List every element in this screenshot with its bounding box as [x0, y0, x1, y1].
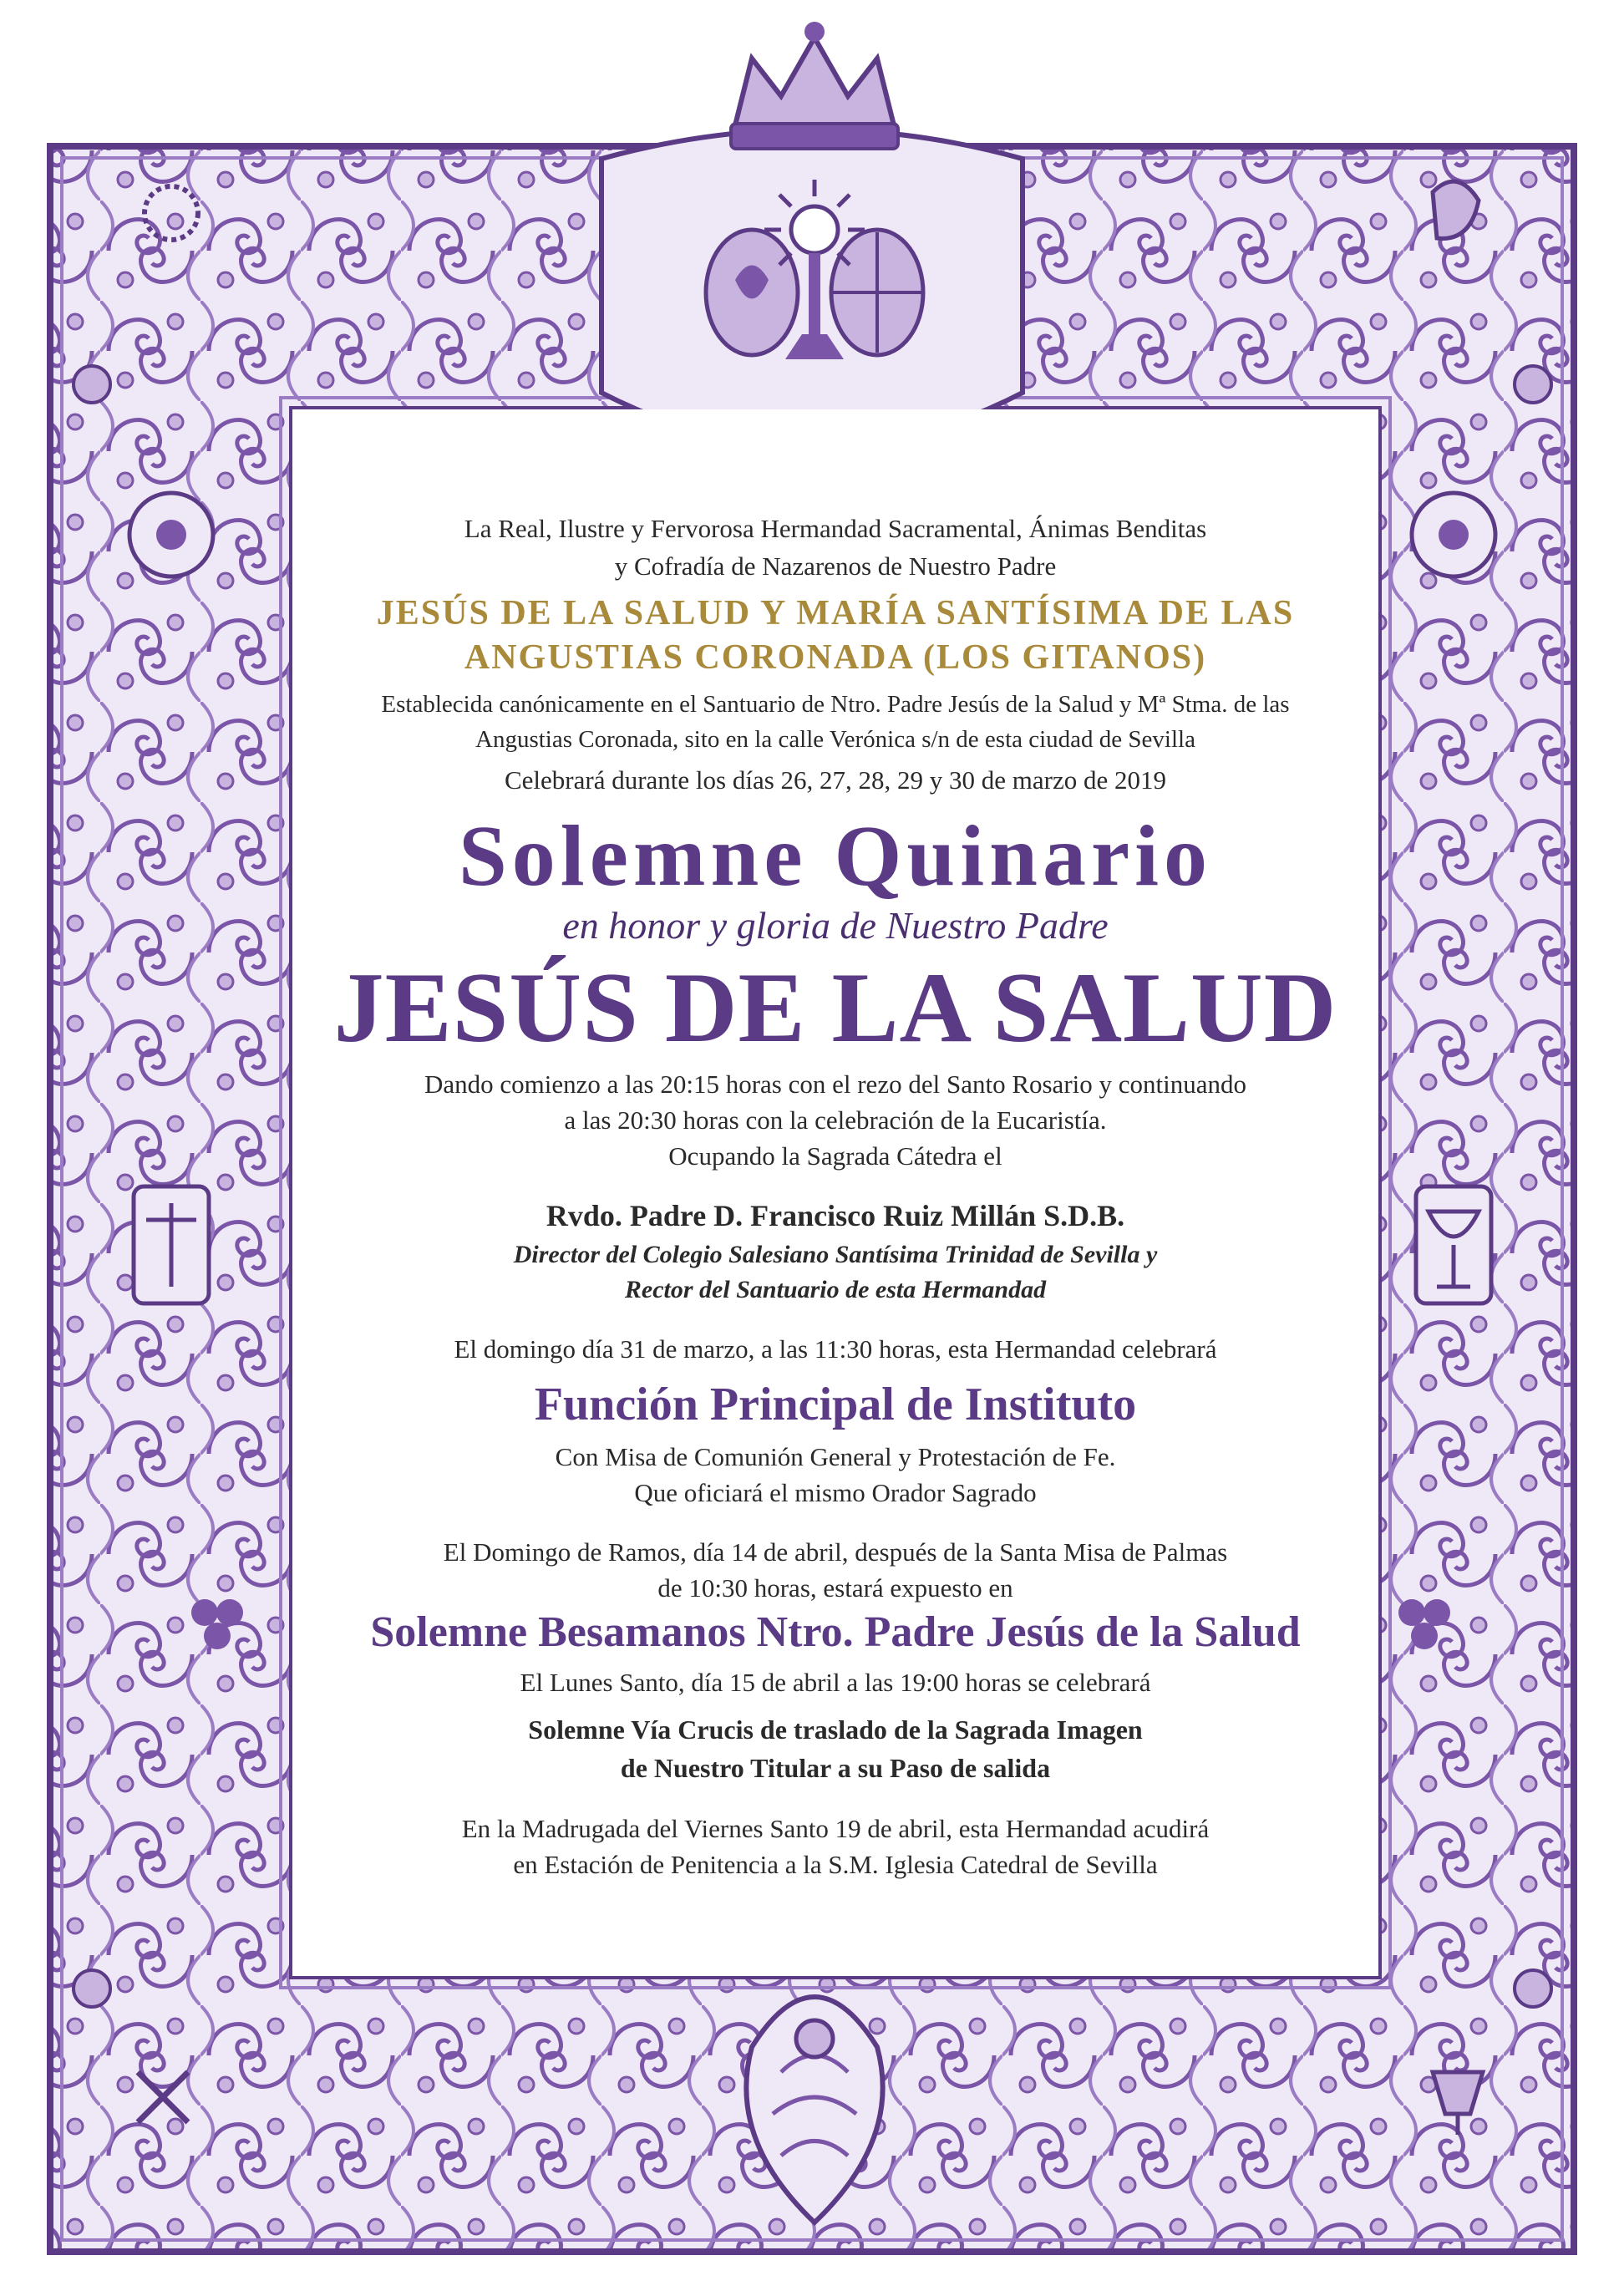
poster-content: [292, 510, 1378, 1882]
brotherhood-line-1: La Real, Ilustre y Fervorosa Hermandad Sacramental, Ánimas Benditas: [464, 514, 1207, 543]
besamanos-line-1: El Domingo de Ramos, día 14 de abril, después de la Santa Misa de Palmas: [443, 1537, 1228, 1567]
honor-line: en honor y gloria de Nuestro Padre: [562, 904, 1109, 947]
chalice-icon: [1416, 1186, 1491, 1303]
preacher-name: Rvdo. Padre D. Francisco Ruiz Millán S.D.B.: [546, 1199, 1125, 1232]
seat-line-2: Angustias Coronada, sito en la calle Verónica s/n de esta ciudad de Sevilla: [475, 726, 1195, 753]
brotherhood-line-2: y Cofradía de Nazarenos de Nuestro Padre: [614, 551, 1057, 581]
funcion-intro: El domingo día 31 de marzo, a las 11:30 horas, esta Hermandad celebrará: [454, 1334, 1217, 1364]
funcion-line-2: Que oficiará el mismo Orador Sagrado: [634, 1478, 1037, 1507]
besamanos-line-2: de 10:30 horas, estará expuesto en: [657, 1573, 1013, 1603]
madrugada-line-2: en Estación de Penitencia a la S.M. Iglesia Catedral de Sevilla: [513, 1850, 1158, 1879]
via-crucis-title-1: Solemne Vía Crucis de traslado de la Sagrada Imagen: [528, 1714, 1143, 1745]
preacher-role-2: Rector del Santuario de esta Hermandad: [624, 1276, 1047, 1303]
crown-icon: [731, 22, 898, 149]
funcion-title: Función Principal de Instituto: [534, 1379, 1137, 1430]
seat-line-1: Establecida canónicamente en el Santuario de Ntro. Padre Jesús de la Salud y Mª Stma. de las: [381, 691, 1290, 718]
preacher-role-1: Director del Colegio Salesiano Santísima Trinidad de Sevilla y: [513, 1241, 1158, 1268]
funcion-line-1: Con Misa de Comunión General y Protestación de Fe.: [555, 1442, 1116, 1471]
schedule-line-2: a las 20:30 horas con la celebración de la Eucaristía.: [564, 1105, 1107, 1135]
quinario-title: Solemne Quinario: [458, 808, 1213, 904]
besamanos-title: Solemne Besamanos Ntro. Padre Jesús de la Salud: [370, 1608, 1301, 1656]
scales-icon: [134, 1186, 209, 1303]
via-crucis-title-2: de Nuestro Titular a su Paso de salida: [620, 1753, 1051, 1783]
titular-line-2: ANGUSTIAS CORONADA (LOS GITANOS): [464, 638, 1207, 677]
schedule-line-3: Ocupando la Sagrada Cátedra el: [668, 1141, 1002, 1171]
via-crucis-intro: El Lunes Santo, día 15 de abril a las 19:00 horas se celebrará: [520, 1668, 1151, 1697]
titular-line-1: JESÚS DE LA SALUD Y MARÍA SANTÍSIMA DE LAS: [376, 594, 1295, 632]
dates-line: Celebrará durante los días 26, 27, 28, 29 y 30 de marzo de 2019: [504, 765, 1166, 795]
madrugada-line-1: En la Madrugada del Viernes Santo 19 de abril, esta Hermandad acudirá: [461, 1814, 1210, 1843]
schedule-line-1: Dando comienzo a las 20:15 horas con el rezo del Santo Rosario y continuando: [424, 1069, 1246, 1099]
main-name: JESÚS DE LA SALUD: [333, 952, 1337, 1063]
